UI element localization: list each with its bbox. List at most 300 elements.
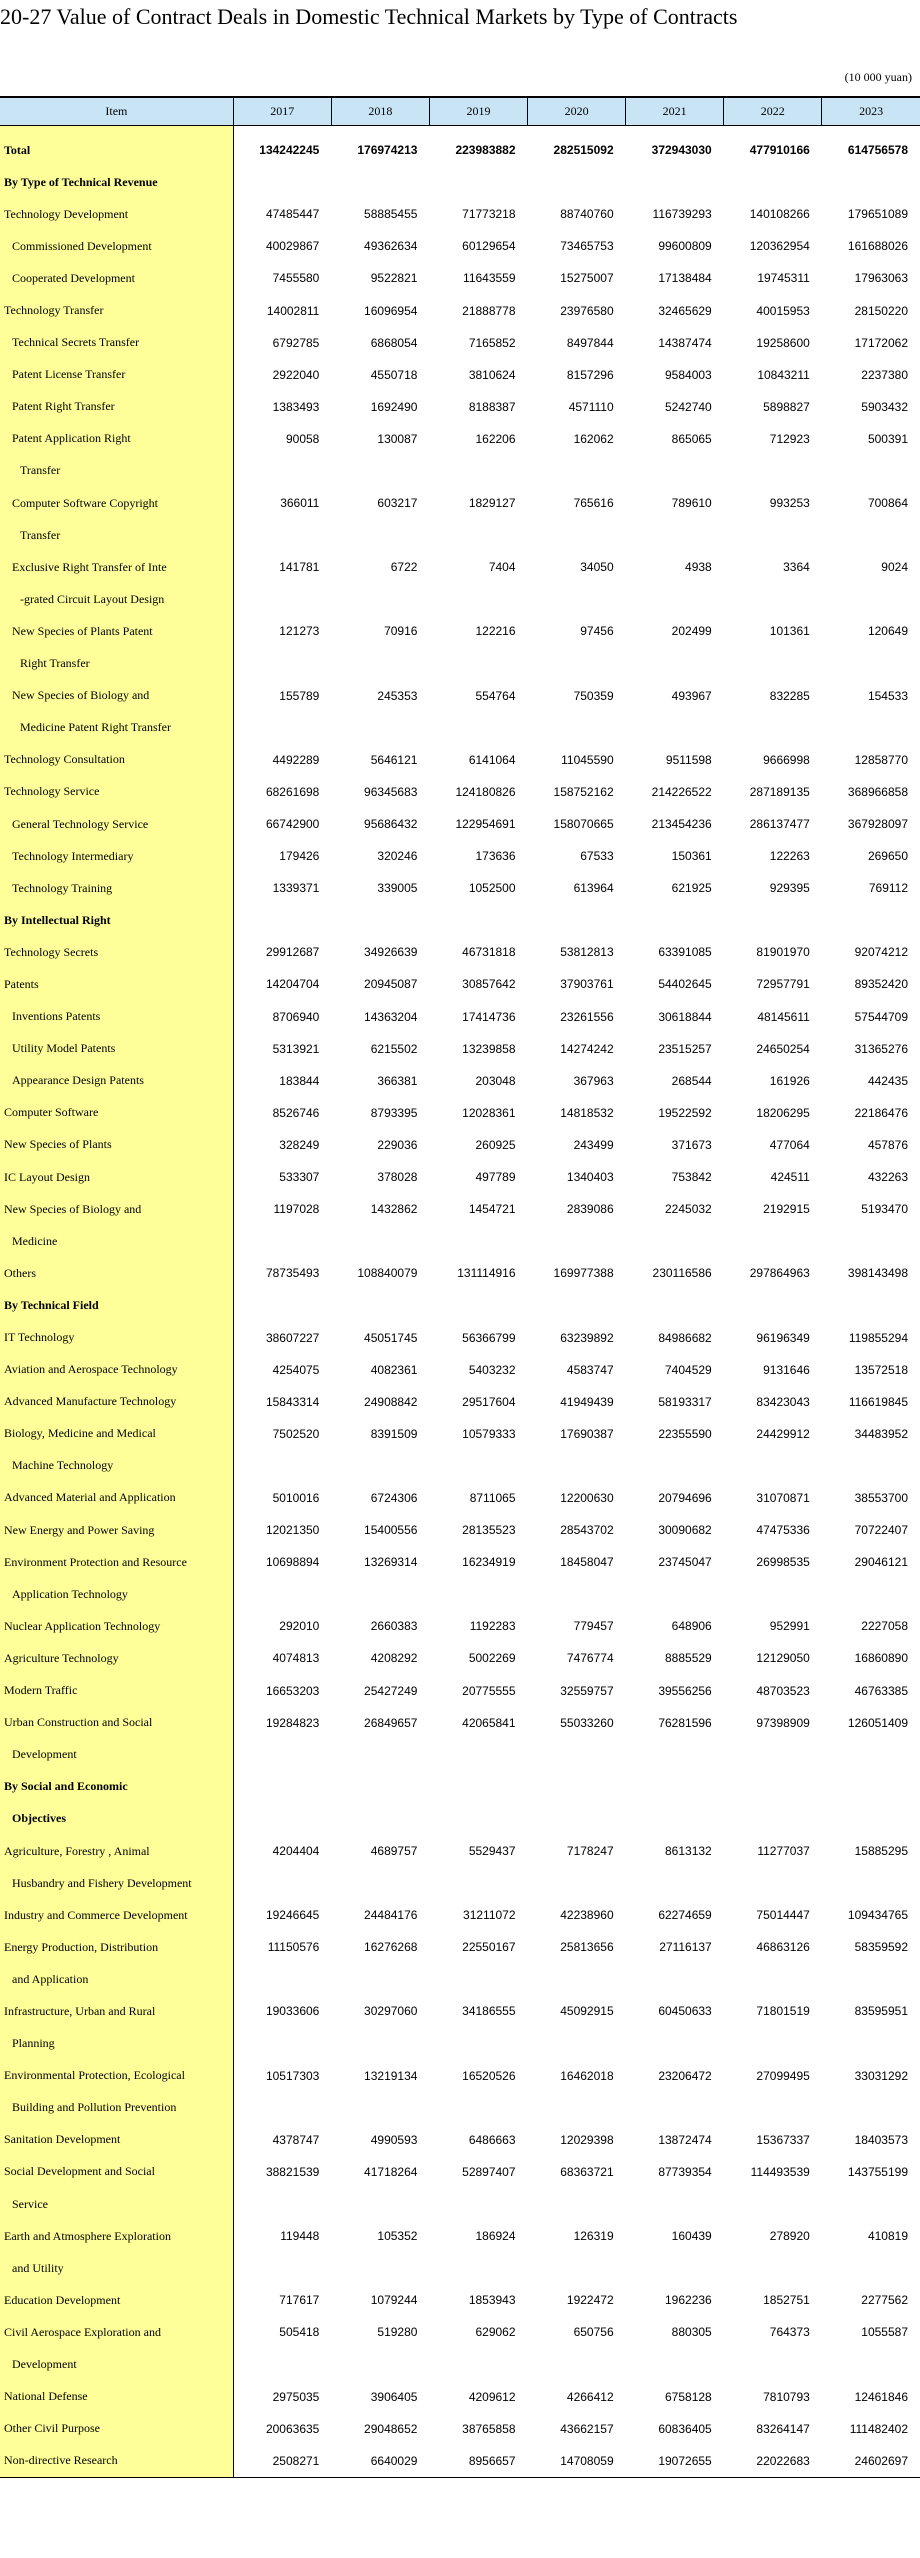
value-cell <box>626 1578 724 1610</box>
value-cell: 179426 <box>279 849 320 864</box>
value-cell: 12129050 <box>756 1651 810 1666</box>
value-cell: 1432862 <box>370 1202 418 1217</box>
value-cell: 26998535 <box>756 1555 810 1570</box>
value-cell <box>822 1803 920 1835</box>
value-cell: 155789 <box>279 688 320 703</box>
row-label: Agriculture, Forestry , Animal <box>0 1835 233 1867</box>
value-cell: 126319 <box>573 2229 614 2244</box>
table-row <box>0 1129 920 1161</box>
row-label: New Species of Biology and <box>0 1193 233 1225</box>
value-cell: 97456 <box>580 624 614 639</box>
row-label: IT Technology <box>0 1321 233 1353</box>
value-cell: 4082361 <box>370 1362 418 1377</box>
value-cell: 120649 <box>867 624 908 639</box>
value-cell: 700864 <box>867 496 908 511</box>
value-cell: 12028361 <box>462 1105 516 1120</box>
value-cell: 7476774 <box>566 1651 614 1666</box>
value-cell <box>822 2348 920 2380</box>
table-row <box>0 968 920 1000</box>
value-cell <box>822 166 920 198</box>
value-cell: 229036 <box>377 1137 418 1152</box>
value-cell: 78735493 <box>265 1266 320 1281</box>
table-row <box>0 391 920 423</box>
value-cell: 12021350 <box>265 1523 320 1538</box>
value-cell: 37903761 <box>560 977 614 992</box>
value-cell: 23515257 <box>658 1041 712 1056</box>
row-label: Infrastructure, Urban and Rural <box>0 1995 233 2027</box>
value-cell: 24429912 <box>756 1426 810 1441</box>
value-cell: 2660383 <box>370 1619 418 1634</box>
value-cell: 750359 <box>573 688 614 703</box>
table-row <box>0 2028 920 2060</box>
value-cell: 245353 <box>377 688 418 703</box>
value-cell <box>626 166 724 198</box>
row-label: Medicine Patent Right Transfer <box>0 712 233 744</box>
value-cell: 19033606 <box>265 2004 320 2019</box>
value-cell <box>233 2252 331 2284</box>
value-cell: 21888778 <box>462 303 516 318</box>
value-cell: 10579333 <box>462 1426 516 1441</box>
value-cell: 150361 <box>671 849 712 864</box>
value-cell: 603217 <box>377 496 418 511</box>
value-cell <box>429 1578 527 1610</box>
value-cell: 8497844 <box>566 335 614 350</box>
value-cell: 320246 <box>377 849 418 864</box>
table-row <box>0 1867 920 1899</box>
value-cell: 269650 <box>867 849 908 864</box>
value-cell: 9522821 <box>370 271 418 286</box>
table-row <box>0 294 920 326</box>
table-row <box>0 327 920 359</box>
value-cell: 15400556 <box>364 1523 418 1538</box>
value-cell <box>626 2348 724 2380</box>
value-cell: 38553700 <box>854 1490 908 1505</box>
value-cell: 20794696 <box>658 1490 712 1505</box>
value-cell: 779457 <box>573 1619 614 1634</box>
value-cell: 22355590 <box>658 1426 712 1441</box>
value-cell: 143755199 <box>847 2164 908 2179</box>
table-row <box>0 2284 920 2316</box>
value-cell: 1197028 <box>273 1202 320 1217</box>
value-cell: 4583747 <box>566 1362 614 1377</box>
value-cell: 6758128 <box>665 2389 712 2404</box>
value-cell: 42065841 <box>462 1715 516 1730</box>
value-cell: 119448 <box>280 2229 320 2244</box>
value-cell <box>233 648 331 680</box>
table-title: 20-27 Value of Contract Deals in Domestic Technical Markets by Type of Contracts <box>0 4 738 29</box>
value-cell: 6722 <box>390 560 418 575</box>
row-label: New Energy and Power Saving <box>0 1514 233 1546</box>
value-cell <box>331 712 429 744</box>
value-cell: 268544 <box>671 1073 712 1088</box>
value-cell: 183844 <box>279 1073 320 1088</box>
value-cell: 764373 <box>769 2325 810 2340</box>
value-cell: 865065 <box>671 431 712 446</box>
value-cell: 70722407 <box>854 1523 908 1538</box>
value-cell: 34186555 <box>462 2004 516 2019</box>
value-cell: 19072655 <box>626 2445 724 2478</box>
value-cell <box>724 455 822 487</box>
value-cell: 2192915 <box>763 1202 810 1217</box>
value-cell: 96196349 <box>756 1330 810 1345</box>
value-cell <box>429 166 527 198</box>
row-label: Patent License Transfer <box>0 359 233 391</box>
value-cell <box>429 1450 527 1482</box>
value-cell: 230116586 <box>652 1266 712 1281</box>
value-cell <box>528 583 626 615</box>
value-cell: 505418 <box>279 2325 320 2340</box>
value-cell <box>233 1803 331 1835</box>
value-cell: 162206 <box>475 431 516 446</box>
row-label: Industry and Commerce Development <box>0 1899 233 1931</box>
value-cell: 243499 <box>573 1137 614 1152</box>
table-row <box>0 1675 920 1707</box>
value-cell: 8188387 <box>468 399 516 414</box>
value-cell: 554764 <box>475 688 516 703</box>
value-cell: 29046121 <box>854 1555 908 1570</box>
value-cell: 40029867 <box>265 239 320 254</box>
row-label: By Type of Technical Revenue <box>0 166 233 198</box>
value-cell: 24908842 <box>364 1394 418 1409</box>
table-row <box>0 808 920 840</box>
value-cell: 832285 <box>769 688 810 703</box>
value-cell: 24602697 <box>822 2445 920 2478</box>
value-cell: 32559757 <box>560 1683 614 1698</box>
value-cell: 7178247 <box>566 1844 614 1859</box>
row-label: Development <box>0 2348 233 2380</box>
value-cell <box>528 712 626 744</box>
table-row <box>0 262 920 294</box>
value-cell: 367928097 <box>847 817 908 832</box>
value-cell: 712923 <box>769 431 810 446</box>
table-row <box>0 1289 920 1321</box>
table-row <box>0 134 920 166</box>
value-cell: 57544709 <box>854 1009 908 1024</box>
value-cell: 1853943 <box>468 2293 516 2308</box>
value-cell <box>233 166 331 198</box>
value-cell <box>724 583 822 615</box>
value-cell <box>528 1450 626 1482</box>
value-cell <box>626 1803 724 1835</box>
value-cell <box>626 1867 724 1899</box>
value-cell: 14708059 <box>528 2445 626 2478</box>
table-row <box>0 1065 920 1097</box>
table-row <box>0 648 920 680</box>
value-cell: 260925 <box>475 1137 516 1152</box>
value-cell <box>429 1803 527 1835</box>
value-cell: 14818532 <box>560 1105 614 1120</box>
spacer-cell <box>822 126 920 135</box>
value-cell: 84986682 <box>658 1330 712 1345</box>
value-cell <box>331 1289 429 1321</box>
value-cell: 7810793 <box>763 2389 810 2404</box>
value-cell <box>233 2092 331 2124</box>
row-label: Utility Model Patents <box>0 1033 233 1065</box>
value-cell <box>822 1771 920 1803</box>
table-row <box>0 1707 920 1739</box>
value-cell: 1340403 <box>566 1170 614 1185</box>
value-cell: 16653203 <box>265 1683 320 1698</box>
value-cell <box>331 904 429 936</box>
value-cell <box>724 1739 822 1771</box>
row-label: Patent Application Right <box>0 423 233 455</box>
value-cell: 28543702 <box>560 1523 614 1538</box>
row-label: General Technology Service <box>0 808 233 840</box>
value-cell: 33031292 <box>854 2068 908 2083</box>
value-cell: 19284823 <box>265 1715 320 1730</box>
row-label: Transfer <box>0 455 233 487</box>
value-cell <box>528 648 626 680</box>
value-cell <box>429 2348 527 2380</box>
row-label: Other Civil Purpose <box>0 2413 233 2445</box>
value-cell <box>724 2252 822 2284</box>
value-cell: 5010016 <box>272 1490 320 1505</box>
value-cell: 2237380 <box>861 367 908 382</box>
header-year: 2018 <box>331 97 429 126</box>
value-cell: 16096954 <box>364 303 418 318</box>
row-label: and Utility <box>0 2252 233 2284</box>
table-row <box>0 1450 920 1482</box>
row-label: National Defense <box>0 2381 233 2413</box>
value-cell: 1922472 <box>566 2293 614 2308</box>
value-cell: 48145611 <box>757 1009 810 1024</box>
value-cell <box>724 1963 822 1995</box>
value-cell: 1829127 <box>468 496 516 511</box>
value-cell <box>233 455 331 487</box>
value-cell: 34050 <box>580 560 614 575</box>
table-row <box>0 1771 920 1803</box>
value-cell: 2227058 <box>861 1619 908 1634</box>
value-cell: 71801519 <box>756 2004 810 2019</box>
value-cell <box>331 2092 429 2124</box>
row-label: Technology Development <box>0 198 233 230</box>
value-cell <box>331 2028 429 2060</box>
value-cell: 83264147 <box>756 2421 810 2436</box>
value-cell: 5002269 <box>468 1651 516 1666</box>
value-cell: 176974213 <box>357 143 418 158</box>
value-cell: 8391509 <box>370 1426 418 1441</box>
table-row <box>0 1963 920 1995</box>
value-cell: 1052500 <box>468 881 516 896</box>
value-cell: 2975035 <box>272 2389 320 2404</box>
value-cell: 2245032 <box>665 1202 712 1217</box>
value-cell <box>528 1867 626 1899</box>
value-cell: 4209612 <box>468 2389 516 2404</box>
value-cell: 47485447 <box>265 207 320 222</box>
value-cell: 5898827 <box>763 399 810 414</box>
row-label: Technology Consultation <box>0 744 233 776</box>
value-cell <box>429 1771 527 1803</box>
row-label: Exclusive Right Transfer of Inte <box>0 551 233 583</box>
row-label: Medicine <box>0 1225 233 1257</box>
value-cell <box>724 1771 822 1803</box>
row-label: Technical Secrets Transfer <box>0 327 233 359</box>
value-cell <box>822 583 920 615</box>
table-row <box>0 615 920 647</box>
value-cell: 789610 <box>671 496 712 511</box>
table-row <box>0 1225 920 1257</box>
value-cell <box>331 2188 429 2220</box>
value-cell: 8706940 <box>272 1009 320 1024</box>
value-cell: 154533 <box>867 688 908 703</box>
value-cell <box>331 166 429 198</box>
spacer-cell <box>429 126 527 135</box>
value-cell <box>528 2348 626 2380</box>
table-row <box>0 1642 920 1674</box>
value-cell <box>528 2092 626 2124</box>
value-cell: 287189135 <box>749 784 810 799</box>
row-label: Commissioned Development <box>0 230 233 262</box>
value-cell: 11643559 <box>463 271 516 286</box>
table-row <box>0 1386 920 1418</box>
value-cell: 7502520 <box>272 1426 320 1441</box>
value-cell: 13269314 <box>364 1555 418 1570</box>
value-cell: 88740760 <box>560 207 614 222</box>
value-cell: 15885295 <box>854 1844 908 1859</box>
value-cell: 500391 <box>867 431 908 446</box>
table-row <box>0 1899 920 1931</box>
value-cell: 130087 <box>377 431 418 446</box>
value-cell: 929395 <box>769 881 810 896</box>
value-cell <box>233 583 331 615</box>
value-cell: 328249 <box>279 1137 320 1152</box>
value-cell: 90058 <box>285 431 320 446</box>
row-label: Technology Intermediary <box>0 840 233 872</box>
table-row <box>0 2413 920 2445</box>
value-cell: 22022683 <box>724 2445 822 2478</box>
value-cell: 15367337 <box>756 2132 810 2147</box>
value-cell: 56366799 <box>462 1330 516 1345</box>
value-cell <box>233 1289 331 1321</box>
value-cell: 141781 <box>279 560 320 575</box>
value-cell: 111482402 <box>849 2421 908 2436</box>
value-cell: 366381 <box>377 1073 418 1088</box>
value-cell: 62274659 <box>658 1908 712 1923</box>
table-row <box>0 2188 920 2220</box>
value-cell: 119855294 <box>848 1330 908 1345</box>
value-cell: 41949439 <box>560 1394 614 1409</box>
value-cell: 29048652 <box>364 2421 418 2436</box>
row-label: Inventions Patents <box>0 1001 233 1033</box>
value-cell: 14274242 <box>560 1041 614 1056</box>
value-cell: 169977388 <box>553 1266 614 1281</box>
value-cell: 186924 <box>475 2229 516 2244</box>
table-row <box>0 166 920 198</box>
value-cell: 366011 <box>280 496 320 511</box>
table-row <box>0 1001 920 1033</box>
table-row <box>0 2092 920 2124</box>
row-label: Non-directive Research <box>0 2445 233 2478</box>
value-cell: 1962236 <box>665 2293 712 2308</box>
table-row <box>0 1514 920 1546</box>
value-cell <box>724 1289 822 1321</box>
value-cell: 46763385 <box>854 1683 908 1698</box>
table-row <box>0 1610 920 1642</box>
row-label: Husbandry and Fishery Development <box>0 1867 233 1899</box>
value-cell: 22186476 <box>854 1105 908 1120</box>
table-row <box>0 2124 920 2156</box>
value-cell <box>233 1578 331 1610</box>
value-cell <box>822 1867 920 1899</box>
value-cell: 32465629 <box>658 303 712 318</box>
value-cell: 11150576 <box>267 1940 320 1955</box>
value-cell <box>528 2188 626 2220</box>
value-cell <box>233 2028 331 2060</box>
value-cell: 45051745 <box>364 1330 418 1345</box>
value-cell: 1339371 <box>272 881 320 896</box>
row-label: Computer Software Copyright <box>0 487 233 519</box>
value-cell: 99600809 <box>658 239 712 254</box>
value-cell: 18458047 <box>560 1555 614 1570</box>
value-cell: 25427249 <box>364 1683 418 1698</box>
value-cell: 765616 <box>573 496 614 511</box>
value-cell: 2839086 <box>566 1202 614 1217</box>
table-row <box>0 2252 920 2284</box>
value-cell: 9666998 <box>763 752 810 767</box>
value-cell: 161688026 <box>847 239 908 254</box>
value-cell: 46863126 <box>756 1940 810 1955</box>
value-cell: 1192283 <box>469 1619 516 1634</box>
value-cell: 410819 <box>867 2229 908 2244</box>
value-cell <box>233 1225 331 1257</box>
value-cell <box>724 2348 822 2380</box>
value-cell <box>429 1289 527 1321</box>
value-cell: 629062 <box>475 2325 516 2340</box>
value-cell: 67533 <box>580 849 614 864</box>
value-cell: 17138484 <box>658 271 712 286</box>
table-row <box>0 1578 920 1610</box>
value-cell <box>626 2252 724 2284</box>
value-cell: 105352 <box>377 2229 418 2244</box>
value-cell: 55033260 <box>560 1715 614 1730</box>
value-cell <box>724 1867 822 1899</box>
value-cell: 10517303 <box>265 2068 320 2083</box>
value-cell: 7165852 <box>468 335 516 350</box>
value-cell: 16520526 <box>462 2068 516 2083</box>
value-cell: 339005 <box>377 881 418 896</box>
value-cell: 621925 <box>671 881 712 896</box>
value-cell: 29912687 <box>265 945 320 960</box>
value-cell: 5313921 <box>272 1041 320 1056</box>
value-cell: 121273 <box>279 624 320 639</box>
row-label: Social Development and Social <box>0 2156 233 2188</box>
value-cell: 19258600 <box>756 335 810 350</box>
value-cell: 19522592 <box>658 1105 712 1120</box>
value-cell <box>626 1289 724 1321</box>
value-cell: 9024 <box>881 560 908 575</box>
value-cell <box>822 455 920 487</box>
value-cell: 28135523 <box>462 1523 516 1538</box>
value-cell: 23745047 <box>658 1555 712 1570</box>
row-label: Technology Training <box>0 872 233 904</box>
value-cell: 18206295 <box>756 1105 810 1120</box>
value-cell: 8956657 <box>429 2445 527 2478</box>
value-cell <box>528 1739 626 1771</box>
value-cell: 134242245 <box>259 143 320 158</box>
row-label: By Technical Field <box>0 1289 233 1321</box>
value-cell <box>724 712 822 744</box>
value-cell <box>429 648 527 680</box>
value-cell: 160439 <box>671 2229 712 2244</box>
value-cell <box>822 2188 920 2220</box>
row-label: By Social and Economic <box>0 1771 233 1803</box>
value-cell: 116739293 <box>652 207 712 222</box>
value-cell: 124180826 <box>455 784 516 799</box>
value-cell <box>822 1963 920 1995</box>
table-row <box>0 1931 920 1963</box>
value-cell <box>528 1289 626 1321</box>
value-cell <box>724 519 822 551</box>
